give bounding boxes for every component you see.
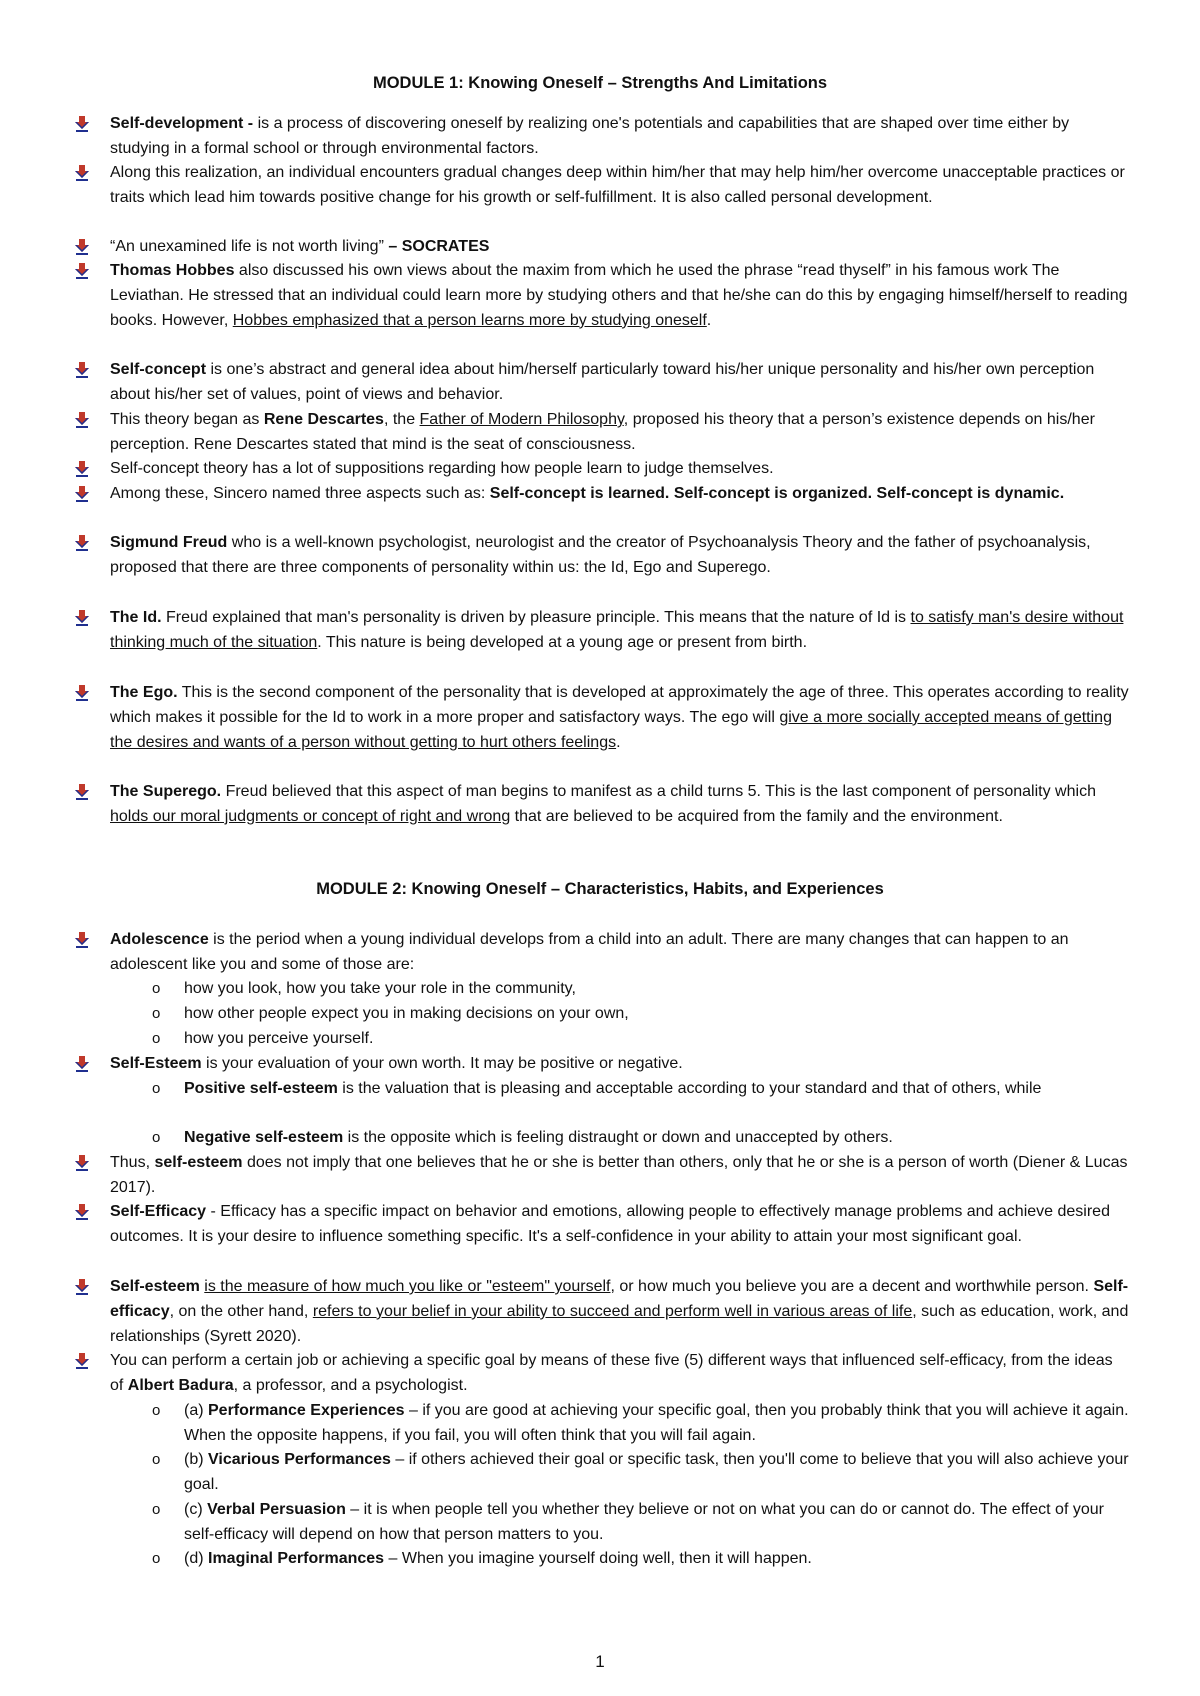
text: – if you are good at achieving your specific goal, then you probably think that you will achieve it again. When the opposite happens, if you fail, you will often think that you will fail again.	[184, 1402, 1129, 1444]
term: Albert Badura	[127, 1376, 234, 1394]
text: This theory began as	[110, 411, 264, 428]
underlined-text: to satisfy man's desire without thinking much of the situation	[110, 609, 1124, 651]
sub-item	[152, 1448, 1134, 1498]
text: (d)	[184, 1550, 208, 1567]
text: , a professor, and a psychologist.	[233, 1376, 468, 1394]
bullet-item	[110, 259, 1130, 333]
bullet-item	[110, 1349, 1130, 1399]
text: . This nature is being developed at a young age or present from birth.	[317, 633, 808, 651]
arrow-bullet-icon	[75, 412, 89, 428]
bullet-item	[110, 408, 1130, 458]
module2-title: MODULE 2: Knowing Oneself – Characteristics, Habits, and Experiences	[316, 880, 884, 898]
text: – When you imagine yourself doing well, then it will happen.	[384, 1550, 812, 1567]
text: Thus,	[110, 1154, 155, 1171]
term: The Superego.	[110, 783, 222, 800]
text: You can perform a certain job or achieving a specific goal by means of these five (5) different ways that influenced self-efficacy, from the ideas of	[110, 1352, 1113, 1394]
text: is your evaluation of your own worth. It may be positive or negative.	[201, 1055, 683, 1072]
underlined-text: Hobbes emphasized that a person learns more by studying oneself	[232, 311, 707, 329]
text: , or how much you believe you are a decent and worthwhile person.	[610, 1278, 1094, 1295]
term: Self-development -	[110, 115, 254, 132]
text: – if others achieved their goal or specific task, then you'll come to believe that you will also achieve your goal.	[184, 1451, 1129, 1493]
text: .	[616, 733, 621, 751]
text: .	[706, 311, 712, 329]
underlined-text: give a more socially accepted means of getting the desires and wants of a person without getting to hurt others feelings	[110, 708, 1112, 751]
sub-bullet-marker: o	[152, 1501, 161, 1518]
sub-item	[152, 1077, 1134, 1102]
sub-bullet-marker: o	[152, 1030, 161, 1047]
term: Self-esteem	[110, 1278, 200, 1295]
sub-item	[152, 1399, 1134, 1449]
arrow-bullet-icon	[75, 1056, 89, 1072]
text: (c)	[184, 1501, 208, 1518]
bullet-item	[110, 1052, 1130, 1077]
term: Self-concept is learned. Self-concept is organized. Self-concept is dynamic.	[489, 485, 1065, 502]
text: - Efficacy has a specific impact on behavior and emotions, allowing people to effectively manage problems and achieve desired outcomes. It is your desire to influence something specific. It's a self-confidence in your ability to attain your most significant goal.	[110, 1203, 1110, 1245]
underlined-text: is the measure of how much you like or "esteem" yourself	[204, 1278, 611, 1295]
term: Self-efficacy	[110, 1278, 1129, 1320]
text: – it is when people tell you whether they believe or not on what you can do or cannot do. The effect of your self-efficacy will depend on how that person matters to you.	[184, 1501, 1104, 1543]
sub-bullet-marker: o	[152, 1005, 161, 1022]
sub-bullet-marker: o	[152, 980, 161, 997]
sub-bullet-marker: o	[152, 1129, 161, 1146]
sub-bullet-marker: o	[152, 1402, 161, 1419]
arrow-bullet-icon	[75, 1204, 89, 1220]
bullet-item	[110, 161, 1130, 211]
text: who is a well-known psychologist, neurologist and the creator of Psychoanalysis Theory and the father of psychoanalysis, proposed that there are three components of personality within us: the Id, Ego and Superego.	[110, 534, 1091, 576]
term: The Id.	[110, 609, 162, 626]
sub-item	[152, 1498, 1134, 1548]
text: does not imply that one believes that he or she is better than others, only that he or she is a person of worth (Diener & Lucas 2017).	[110, 1154, 1128, 1196]
sub-item	[152, 1027, 1134, 1052]
term: Positive self-esteem	[184, 1080, 338, 1097]
arrow-bullet-icon	[75, 1353, 89, 1369]
term: Verbal Persuasion	[207, 1501, 346, 1518]
arrow-bullet-icon	[75, 362, 89, 378]
sub-item	[152, 977, 1134, 1002]
text: how other people expect you in making decisions on your own,	[184, 1005, 629, 1022]
arrow-bullet-icon	[75, 1279, 89, 1295]
arrow-bullet-icon	[75, 535, 89, 551]
arrow-bullet-icon	[75, 461, 89, 477]
term: self-esteem	[154, 1154, 243, 1171]
arrow-bullet-icon	[75, 116, 89, 132]
term: Imaginal Performances	[208, 1550, 385, 1567]
bullet-item	[110, 928, 1130, 978]
bullet-item	[110, 1200, 1130, 1250]
sub-item	[152, 1002, 1134, 1027]
underlined-text: Father of Modern Philosophy	[419, 411, 624, 428]
text: , on the other hand,	[169, 1302, 313, 1320]
text: Among these, Sincero named three aspects such as:	[110, 485, 490, 502]
text: This is the second component of the personality that is developed at approximately the age of three. This operates according to reality which makes it possible for the Id to work in a more proper and satisfactory ways. The ego will	[110, 684, 1129, 726]
text: is one’s abstract and general idea about him/herself particularly toward his/her unique personality and his/her own perception about his/her set of values, point of views and behavior.	[110, 361, 1095, 403]
term: Adolescence	[110, 931, 209, 948]
bullet-item	[110, 681, 1130, 755]
bullet-item	[110, 358, 1130, 408]
arrow-bullet-icon	[75, 1155, 89, 1171]
underlined-text: holds our moral judgments or concept of right and wrong	[110, 807, 511, 825]
bullet-item	[110, 482, 1130, 507]
sub-item	[152, 1126, 1134, 1151]
text: (b)	[184, 1451, 208, 1468]
bullet-item	[110, 457, 1130, 482]
text: Freud believed that this aspect of man begins to manifest as a child turns 5. This is the last component of personality which	[221, 783, 1096, 800]
term: Performance Experiences	[208, 1402, 405, 1419]
text: (a)	[184, 1402, 208, 1419]
arrow-bullet-icon	[75, 932, 89, 948]
sub-item	[152, 1547, 1134, 1572]
text: is the valuation that is pleasing and acceptable according to your standard and that of others, while	[337, 1080, 1042, 1097]
page-number: 1	[595, 1652, 605, 1671]
arrow-bullet-icon	[75, 685, 89, 701]
bullet-item	[110, 606, 1130, 656]
text: is a process of discovering oneself by realizing one's potentials and capabilities that are shaped over time either by studying in a formal school or through environmental factors.	[110, 115, 1070, 157]
bullet-item	[110, 531, 1130, 581]
text: Self-concept theory has a lot of suppositions regarding how people learn to judge themselves.	[110, 460, 774, 477]
sub-bullet-marker: o	[152, 1451, 161, 1468]
term: The Ego.	[110, 684, 178, 701]
bullet-item	[110, 112, 1130, 162]
arrow-bullet-icon	[75, 263, 89, 279]
underlined-text: refers to your belief in your ability to succeed and perform well in various areas of life	[312, 1302, 913, 1320]
sub-bullet-marker: o	[152, 1550, 161, 1567]
arrow-bullet-icon	[75, 239, 89, 255]
term: Thomas Hobbes	[110, 262, 235, 279]
text: Along this realization, an individual encounters gradual changes deep within him/her that may help him/her overcome unacceptable practices or traits which lead him towards positive change for his growth or self-fulfillment. It is also called personal development.	[110, 164, 1125, 206]
text: also discussed his own views about the maxim from which he used the phrase “read thyself” in his famous work The Leviathan. He stressed that an individual could learn more by studying others and that he/she can do this by engaging himself/herself to reading books. However,	[110, 262, 1128, 329]
term: Self-concept	[110, 361, 207, 378]
text: , such as education, work, and relationships (Syrett 2020).	[110, 1302, 1129, 1345]
text: how you perceive yourself.	[184, 1030, 374, 1047]
text: is the period when a young individual develops from a child into an adult. There are many changes that can happen to an adolescent like you and some of those are:	[110, 931, 1069, 973]
sub-bullet-marker: o	[152, 1080, 161, 1097]
text: how you look, how you take your role in the community,	[184, 980, 576, 997]
term: Vicarious Performances	[208, 1451, 391, 1468]
bullet-item	[110, 780, 1130, 830]
text: , proposed his theory that a person’s existence depends on his/her perception. Rene Descartes stated that mind is the seat of consciousness.	[110, 411, 1095, 453]
quote-author: – SOCRATES	[388, 238, 490, 255]
text: , the	[383, 411, 420, 428]
quote: “An unexamined life is not worth living”	[110, 238, 389, 255]
term: Negative self-esteem	[184, 1129, 344, 1146]
bullet-item	[110, 235, 1130, 260]
arrow-bullet-icon	[75, 610, 89, 626]
arrow-bullet-icon	[75, 784, 89, 800]
bullet-item	[110, 1151, 1130, 1201]
module1-title: MODULE 1: Knowing Oneself – Strengths And Limitations	[372, 74, 828, 92]
bullet-item	[110, 1275, 1130, 1349]
text: that are believed to be acquired from the family and the environment.	[510, 807, 1003, 825]
text: Freud explained that man's personality is driven by pleasure principle. This means that the nature of Id is	[161, 609, 911, 626]
term: Rene Descartes	[263, 411, 384, 428]
term: Self-Efficacy	[110, 1203, 207, 1220]
text: is the opposite which is feeling distraught or down and unaccepted by others.	[343, 1129, 893, 1146]
arrow-bullet-icon	[75, 486, 89, 502]
arrow-bullet-icon	[75, 165, 89, 181]
term: Sigmund Freud	[110, 534, 228, 551]
term: Self-Esteem	[110, 1055, 202, 1072]
